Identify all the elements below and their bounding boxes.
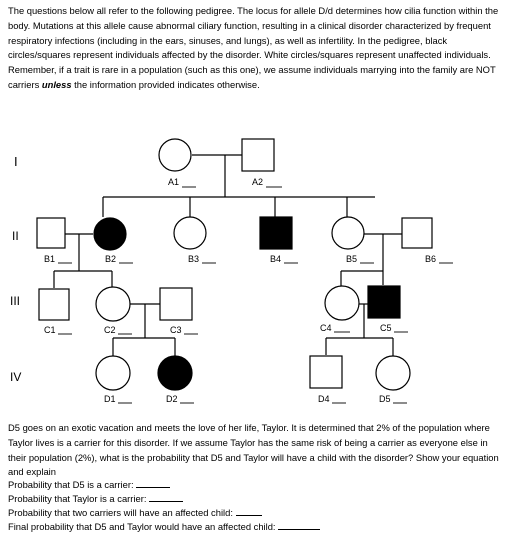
label-A1: A1	[168, 177, 180, 187]
individual-C2-circle	[96, 287, 130, 321]
individual-C5-square	[368, 286, 400, 318]
individual-D1-circle	[96, 356, 130, 390]
intro-emphasis: unless	[41, 78, 72, 90]
individual-C1-square	[39, 289, 69, 320]
individual-A2-square	[242, 139, 274, 171]
individual-C4-circle	[325, 286, 359, 320]
pedigree-chart	[0, 130, 506, 410]
answer-taylor-carrier-blank[interactable]	[149, 492, 183, 502]
label-B1: B1	[44, 254, 56, 264]
question-taylor-carrier	[8, 492, 183, 505]
generation-label-IV: IV	[10, 370, 22, 384]
label-A2: A2	[252, 177, 264, 187]
label-B2: B2	[105, 254, 117, 264]
label-C2: C2	[104, 325, 116, 335]
label-D4: D4	[318, 394, 330, 404]
label-D1: D1	[104, 394, 116, 404]
question-two-carriers-label: Probability that two carriers will have an affected child:	[8, 507, 233, 518]
individual-B5-circle	[332, 217, 364, 249]
individual-B4-square	[260, 217, 292, 249]
label-C4: C4	[320, 323, 332, 333]
question-d5-carrier-label: Probability that D5 is a carrier:	[8, 479, 134, 490]
generation-label-I: I	[14, 154, 18, 169]
individual-D4-square	[310, 356, 342, 388]
individual-B6-square	[402, 218, 432, 248]
label-B5: B5	[346, 254, 358, 264]
question-d5-carrier	[8, 478, 170, 491]
individual-B1-square	[37, 218, 65, 248]
generation-label-III: III	[10, 294, 21, 308]
intro-text-end: the information provided indicates otherwise.	[71, 78, 260, 90]
individual-B3-circle	[174, 217, 206, 249]
problem-paragraph: D5 goes on an exotic vacation and meets the love of her life, Taylor. It is determined that 2% of the population where Taylor lives is a carrier for this disorder. If we assume Taylor has the same risk of being a carrier as everyone else in their population (2%), what is the probability that D5 and Taylor will have a child with the disorder? Show your equation and explain	[8, 422, 499, 478]
intro-paragraph	[8, 4, 500, 93]
label-D5: D5	[379, 394, 391, 404]
label-B4: B4	[270, 254, 282, 264]
individual-D5-circle	[376, 356, 410, 390]
intro-text: The questions below all refer to the following pedigree. The locus for allele D/d determines how cilia function within the body. Mutations at this allele cause abnormal ciliary function, resulting in a clinical disorder characterized by frequent respiratory infections (including in the ears, sinuses, and lungs), as well as infertility. In the pedigree, black circles/squares represent individuals affected by the disorder. White circles/squares represent unaffected individuals. Remember, if a trait is rare in a population (such as this one), we assume individuals marrying into the family are NOT carriers	[8, 5, 499, 90]
label-B6: B6	[425, 254, 437, 264]
question-final-probability-label: Final probability that D5 and Taylor would have an affected child:	[8, 521, 276, 532]
answer-d5-carrier-blank[interactable]	[136, 478, 170, 488]
label-C1: C1	[44, 325, 56, 335]
individual-A1-circle	[159, 139, 191, 171]
label-C5: C5	[380, 323, 392, 333]
label-C3: C3	[170, 325, 182, 335]
label-B3: B3	[188, 254, 200, 264]
individual-B2-circle	[94, 218, 126, 250]
answer-two-carriers-blank[interactable]	[236, 506, 262, 516]
label-D2: D2	[166, 394, 178, 404]
pedigree-symbols	[37, 139, 432, 390]
question-final-probability	[8, 520, 320, 533]
question-taylor-carrier-label: Probability that Taylor is a carrier:	[8, 493, 147, 504]
individual-D2-circle	[158, 356, 192, 390]
answer-final-probability-blank[interactable]	[278, 520, 320, 530]
question-two-carriers	[8, 506, 262, 519]
individual-C3-square	[160, 288, 192, 320]
generation-label-II: II	[12, 229, 19, 243]
